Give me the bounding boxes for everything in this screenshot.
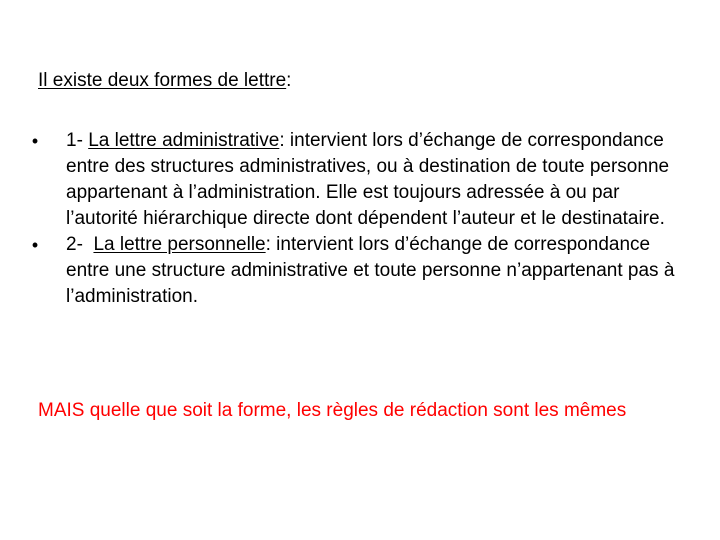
bullet-term: La lettre administrative	[88, 130, 280, 151]
bullet-list	[28, 128, 692, 310]
bullet-item-administrative	[28, 128, 692, 232]
bullet-number: 1-	[66, 130, 89, 151]
bullet-number: 2-	[66, 234, 94, 255]
bullet-icon: •	[31, 235, 39, 255]
intro-colon: :	[286, 70, 292, 91]
bullet-icon: •	[31, 131, 39, 151]
bullet-description: : intervient lors d’échange de correspondance entre des structures administratives, ou à destination de toute personne appartenant à l’administration. Elle est toujours adressée à ou par l’autorité hiérarchique directe dont dépendent l’auteur et le destinataire.	[66, 130, 670, 229]
bullet-term: La lettre personnelle	[93, 234, 266, 255]
bullet-item-personnelle	[28, 232, 692, 310]
bullet-description: : intervient lors d’échange de correspondance entre une structure administrative et toute personne n’appartenant pas à l’administration.	[66, 234, 675, 307]
conclusion-note: MAIS quelle que soit la forme, les règles de rédaction sont les mêmes	[38, 400, 627, 421]
intro-label: Il existe deux formes de lettre	[38, 70, 287, 91]
intro-line	[38, 68, 291, 94]
